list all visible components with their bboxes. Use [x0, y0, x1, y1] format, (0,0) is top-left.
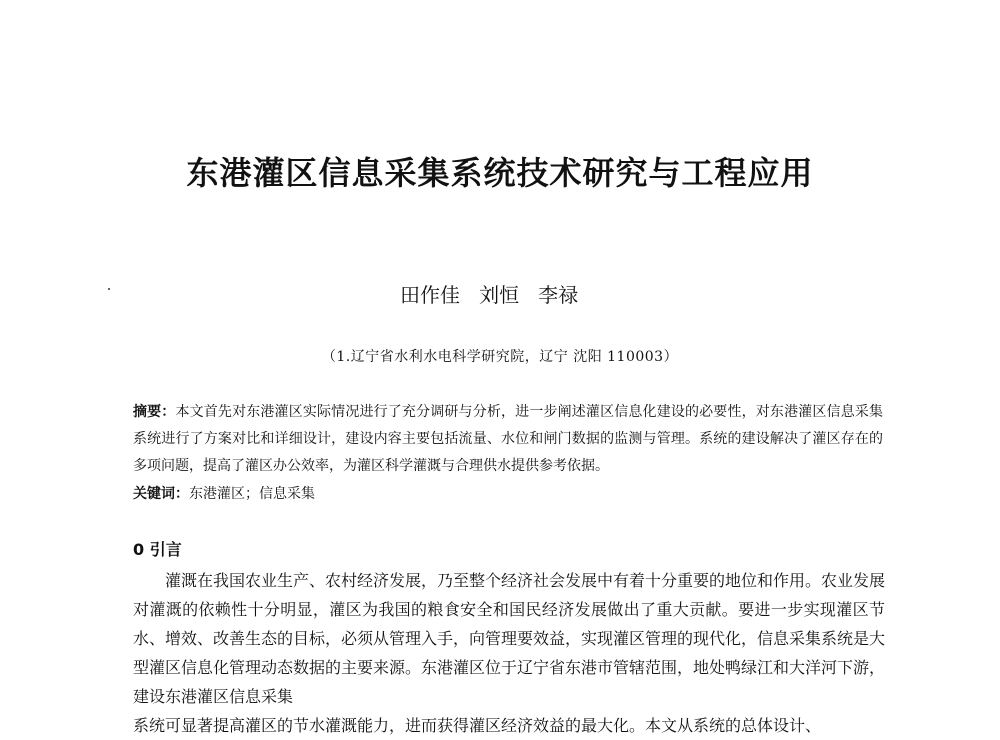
keywords-text: 东港灌区；信息采集	[189, 486, 315, 502]
section-heading: 0 引言	[133, 540, 182, 559]
scan-speck	[108, 288, 110, 290]
body-paragraph: 灌溉在我国农业生产、农村经济发展，乃至整个经济社会发展中有着十分重要的地位和作用。农业发展对灌溉的依赖性十分明显，灌区为我国的粮食安全和国民经济发展做出了重大贡献。要进一步实现灌区节水、增效、改善生态的目标，必须从管理入手，向管理要效益，实现灌区管理的现代化，信息采集系统是大型灌区信息化管理动态数据的主要来源。东港灌区位于辽宁省东港市管辖范围，地处鸭绿江和大洋河下游，建设东港灌区信息采集	[133, 571, 886, 706]
paper-title: 东港灌区信息采集系统技术研究与工程应用	[186, 154, 814, 192]
author-affiliation: （1.辽宁省水利水电科学研究院，辽宁 沈阳 110003）	[321, 349, 679, 365]
keywords-label: 关键词：	[133, 486, 189, 502]
body-paragraph: 系统可显著提高灌区的节水灌溉能力，进而获得灌区经济效益的最大化。本文从系统的总体设计、	[133, 716, 822, 735]
abstract-text: 本文首先对东港灌区实际情况进行了充分调研与分析，进一步阐述灌区信息化建设的必要性，对东港灌区信息采集系统进行了方案对比和详细设计，建设内容主要包括流量、水位和闸门数据的监测与管理。系统的建设解决了灌区存在的多项问题，提高了灌区办公效率，为灌区科学灌溉与合理供水提供参考依据。	[133, 404, 884, 474]
keywords	[133, 482, 883, 506]
abstract	[133, 399, 883, 480]
body-text	[133, 566, 885, 740]
abstract-label: 摘要：	[133, 404, 176, 420]
author-list: 田作佳 刘恒 李禄	[400, 283, 579, 307]
